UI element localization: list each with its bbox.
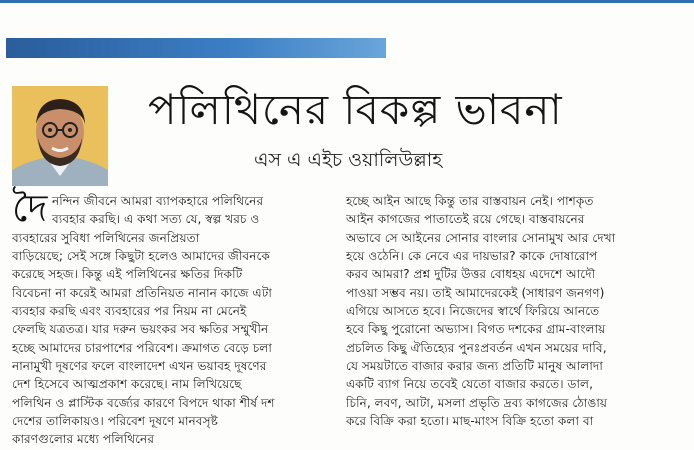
text-line: ব্যবহারের সুবিধা পলিথিনের জনপ্রিয়তা	[12, 230, 200, 245]
author-photo	[12, 86, 108, 186]
text-line: করে বিক্রি করা হতো। মাছ-মাংস বিক্রি হতো কলা বা	[346, 414, 594, 429]
article-title: পলিথিনের বিকল্প ভাবনা	[148, 85, 563, 134]
text-line: ব্যবহার করছি এবং ব্যবহারের পর নিয়ম না মেনেই	[12, 304, 247, 319]
top-accent-line	[0, 0, 694, 3]
text-line: চিনি, লবণ, আটা, মসলা প্রভৃতি দ্রব্য কাগজের ঠোঙায়	[346, 395, 608, 410]
text-line: দেশ হিসেবে আত্মপ্রকাশ করেছে। নাম লিখিয়েছে	[12, 377, 242, 392]
text-line: হচ্ছে আইন আছে কিন্তু তার বাস্তবায়ন নেই। পাশকৃত	[346, 194, 594, 208]
text-line: হবে কিছু পুরোনো অভ্যাস। বিগত দশকের গ্রাম-বাংলায়	[346, 322, 606, 337]
text-line: দেশের তালিকায়ও। পরিবেশ দূষণে মানবসৃষ্ট	[12, 414, 218, 429]
text-line: আইন কাগজের পাতাতেই রয়ে গেছে। বাস্তবায়নের	[346, 212, 585, 227]
author-byline: এস এ এইচ ওয়ালিউল্লাহ	[254, 149, 443, 171]
text-line: প্রচলিত কিছু ঐতিহ্যের পুনঃপ্রবর্তন এখন সময়ের দাবি,	[346, 340, 607, 355]
text-line: ফেলছি যত্রতত্র। যার দরুন ভয়ংকর সব ক্ষতির সম্মুখীন	[12, 322, 269, 337]
text-line: নানামুখী দূষণের ফলে বাংলাদেশ এখন ভয়াবহ দূষণের	[12, 359, 267, 374]
text-line: হচ্ছে আমাদের চারপাশের পরিবেশ। ক্রমাগত বেড়ে চলা	[12, 340, 272, 355]
text-line: পাওয়া সম্ভব নয়। তাই আমাদেরকেই (সাধারণ জনগণ)	[346, 285, 605, 300]
text-line: করেছে সহজ। কিন্তু এই পলিথিনের ক্ষতির দিকটি	[12, 267, 243, 282]
author-portrait-image	[12, 86, 108, 186]
drop-cap: দৈ	[12, 186, 48, 230]
article-column-left	[12, 192, 330, 449]
text-line: পলিথিন ও প্লাস্টিক বর্জ্যের কারণে বিপদে থাকা শীর্ষ দশ	[12, 395, 275, 410]
column-divider	[336, 194, 337, 444]
text-line: করব আমরা? প্রশ্ন দুটির উত্তর বোধহয় এদেশে আদৌ	[346, 267, 596, 282]
text-line: বিবেচনা না করেই আমরা প্রতিনিয়ত নানান কাজে এটা	[12, 285, 272, 300]
text-line: এগিয়ে আসতে হবে। নিজেদের স্বার্থে ফিরিয়ে আনতে	[346, 304, 600, 319]
text-line: নন্দিন জীবনে আমরা ব্যাপকহারে পলিথিনের	[52, 194, 264, 208]
article-column-right	[346, 192, 684, 430]
text-line: যে সময়টাতে বাজার করার জন্য প্রতিটি মানুষ আলাদা	[346, 359, 603, 374]
text-line: বাড়িয়েছে; সেই সঙ্গে কিছুটা হলেও আমাদের জীবনকে	[12, 249, 270, 264]
section-header-bar	[6, 38, 386, 58]
text-line: অভাবে সে আইনের সোনার বাংলার সোনামুখ আর দেখা	[346, 230, 616, 245]
text-line: ব্যবহার করছি। এ কথা সত্য যে, স্বল্প খরচ ও	[52, 212, 260, 227]
text-line: কারণগুলোর মধ্যে পলিথিনের	[12, 432, 155, 447]
text-line: একটি ব্যাগ নিয়ে তবেই যেতো বাজার করতে। ডাল,	[346, 377, 593, 392]
text-line: হয়ে ওঠেনি। কে নেবে এর দায়ভার? কাকে দোষারোপ	[346, 249, 598, 264]
